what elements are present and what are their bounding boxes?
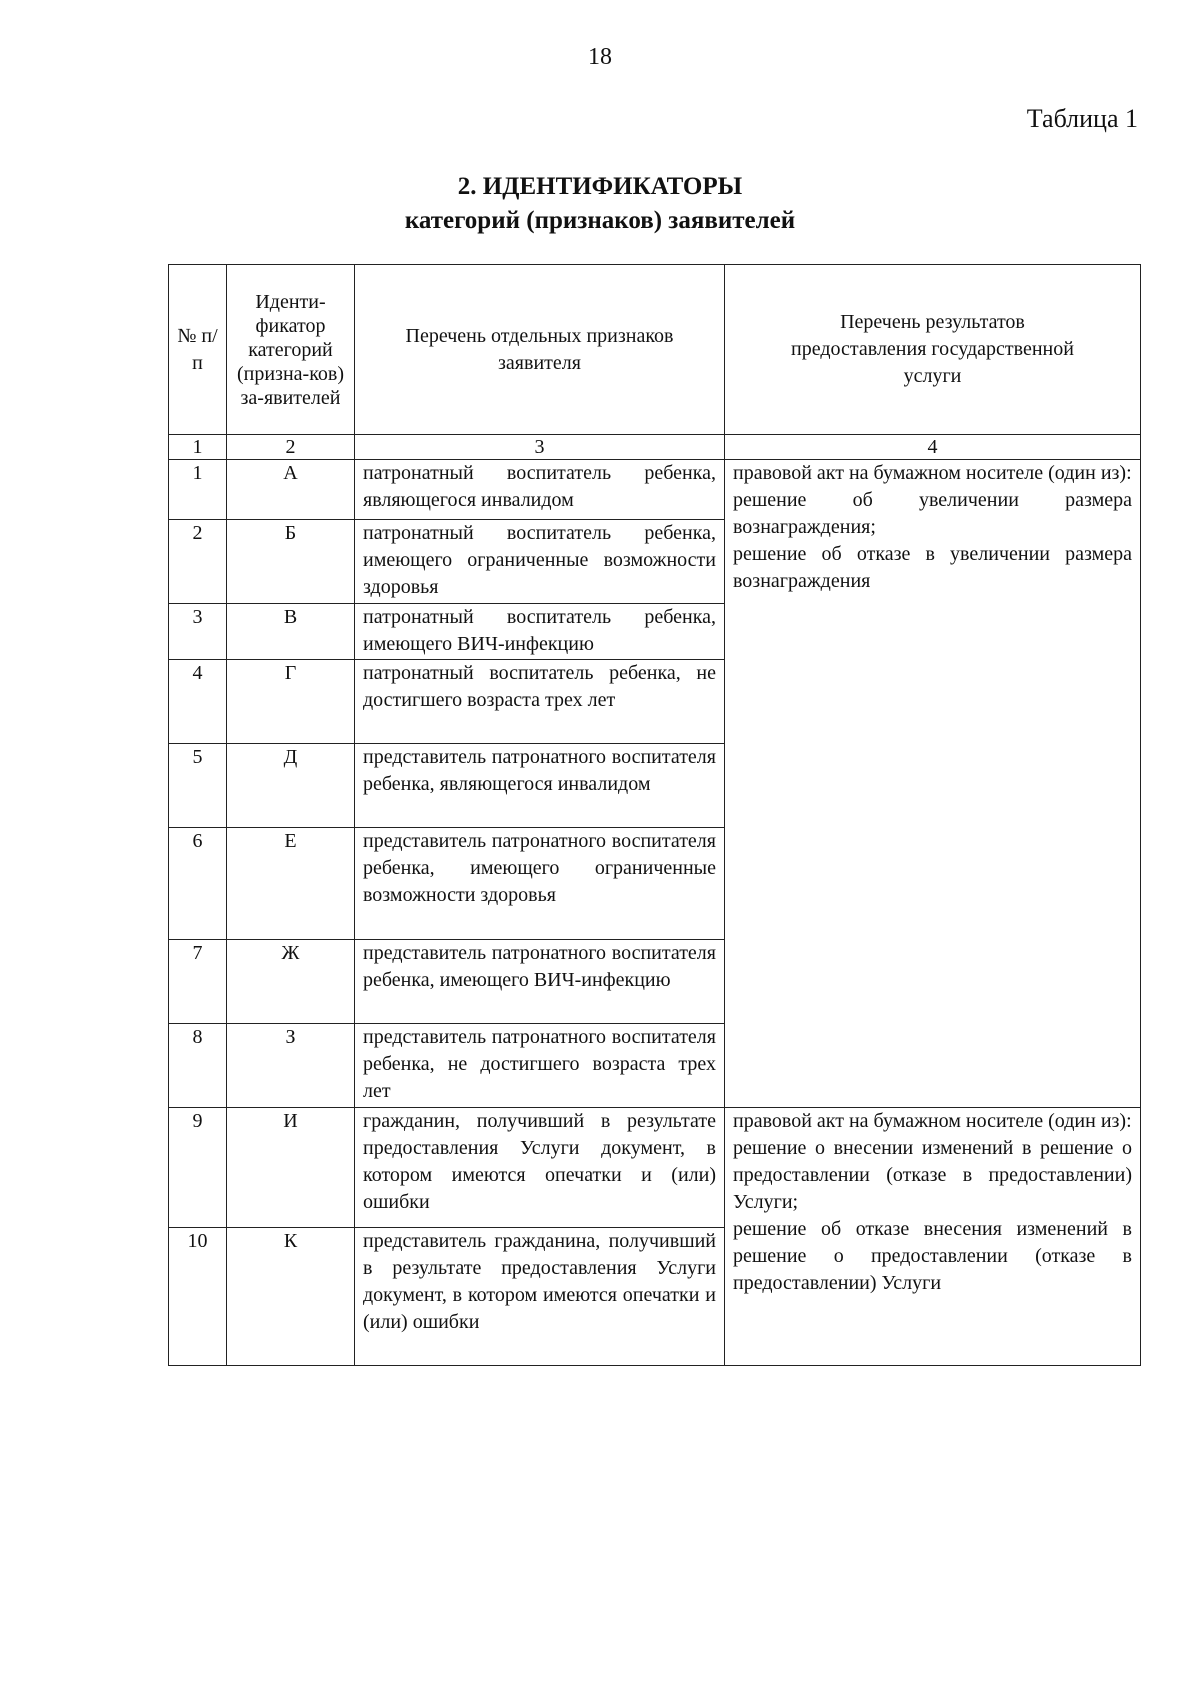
header-identifier: Иденти-фикатор категорий (призна-ков) за-явителей [227,265,355,435]
row-identifier: Г [227,660,355,744]
header-num: № п/п [169,265,227,435]
column-number: 1 [169,435,227,460]
row-sign: представитель патронатного воспитателя ребенка, имеющего ВИЧ-инфекцию [355,940,725,1024]
row-sign: представитель гражданина, получивший в результате предоставления Услуги документ, в котором имеются опечатки и (или) ошибки [355,1228,725,1366]
row-sign: представитель патронатного воспитателя ребенка, являющегося инвалидом [355,744,725,828]
column-number: 4 [725,435,1141,460]
header-signs: Перечень отдельных признаков заявителя [355,265,725,435]
table-row [169,1108,1141,1228]
row-sign: гражданин, получивший в результате предоставления Услуги документ, в котором имеются опечатки и (или) ошибки [355,1108,725,1228]
result-text: решение об отказе внесения изменений в решение о предоставлении (отказе в предоставлении) Услуги [733,1218,1132,1294]
row-num: 9 [169,1108,227,1228]
column-number: 2 [227,435,355,460]
row-identifier: И [227,1108,355,1228]
row-sign: патронатный воспитатель ребенка, являющегося инвалидом [355,460,725,520]
table-label: Таблица 1 [1026,104,1138,133]
table-row [169,460,1141,520]
header-results: Перечень результатов предоставления государственной услуги [725,265,1141,435]
row-identifier: Е [227,828,355,940]
result-text: правовой акт на бумажном носителе (один из): [733,462,1132,484]
page-number: 18 [588,44,612,70]
row-num: 1 [169,460,227,520]
row-num: 8 [169,1024,227,1108]
results-group-1 [725,460,1141,1108]
row-num: 2 [169,520,227,604]
result-text: правовой акт на бумажном носителе (один из): [733,1110,1132,1132]
result-text: решение об отказе в увеличении размера вознаграждения [733,543,1132,592]
row-num: 4 [169,660,227,744]
results-group-2 [725,1108,1141,1366]
row-num: 10 [169,1228,227,1366]
row-identifier: Б [227,520,355,604]
row-identifier: В [227,604,355,660]
row-sign: представитель патронатного воспитателя ребенка, имеющего ограниченные возможности здоровья [355,828,725,940]
row-num: 5 [169,744,227,828]
document-heading [0,170,1200,238]
row-num: 7 [169,940,227,1024]
row-sign: патронатный воспитатель ребенка, имеющего ограниченные возможности здоровья [355,520,725,604]
row-num: 3 [169,604,227,660]
identifiers-table [168,264,1141,1366]
row-identifier: Д [227,744,355,828]
row-identifier: Ж [227,940,355,1024]
row-identifier: З [227,1024,355,1108]
row-sign: патронатный воспитатель ребенка, не достигшего возраста трех лет [355,660,725,744]
heading-line-1: 2. ИДЕНТИФИКАТОРЫ [457,173,743,200]
row-sign: представитель патронатного воспитателя ребенка, не достигшего возраста трех лет [355,1024,725,1108]
column-number-row [169,435,1141,460]
result-text: решение о внесении изменений в решение о предоставлении (отказе в предоставлении) Услуги; [733,1137,1132,1213]
row-identifier: К [227,1228,355,1366]
heading-line-2: категорий (признаков) заявителей [404,207,796,234]
result-text: решение об увеличении размера вознаграждения; [733,489,1132,538]
row-num: 6 [169,828,227,940]
column-number: 3 [355,435,725,460]
row-sign: патронатный воспитатель ребенка, имеющего ВИЧ-инфекцию [355,604,725,660]
table-header-row [169,265,1141,435]
row-identifier: А [227,460,355,520]
